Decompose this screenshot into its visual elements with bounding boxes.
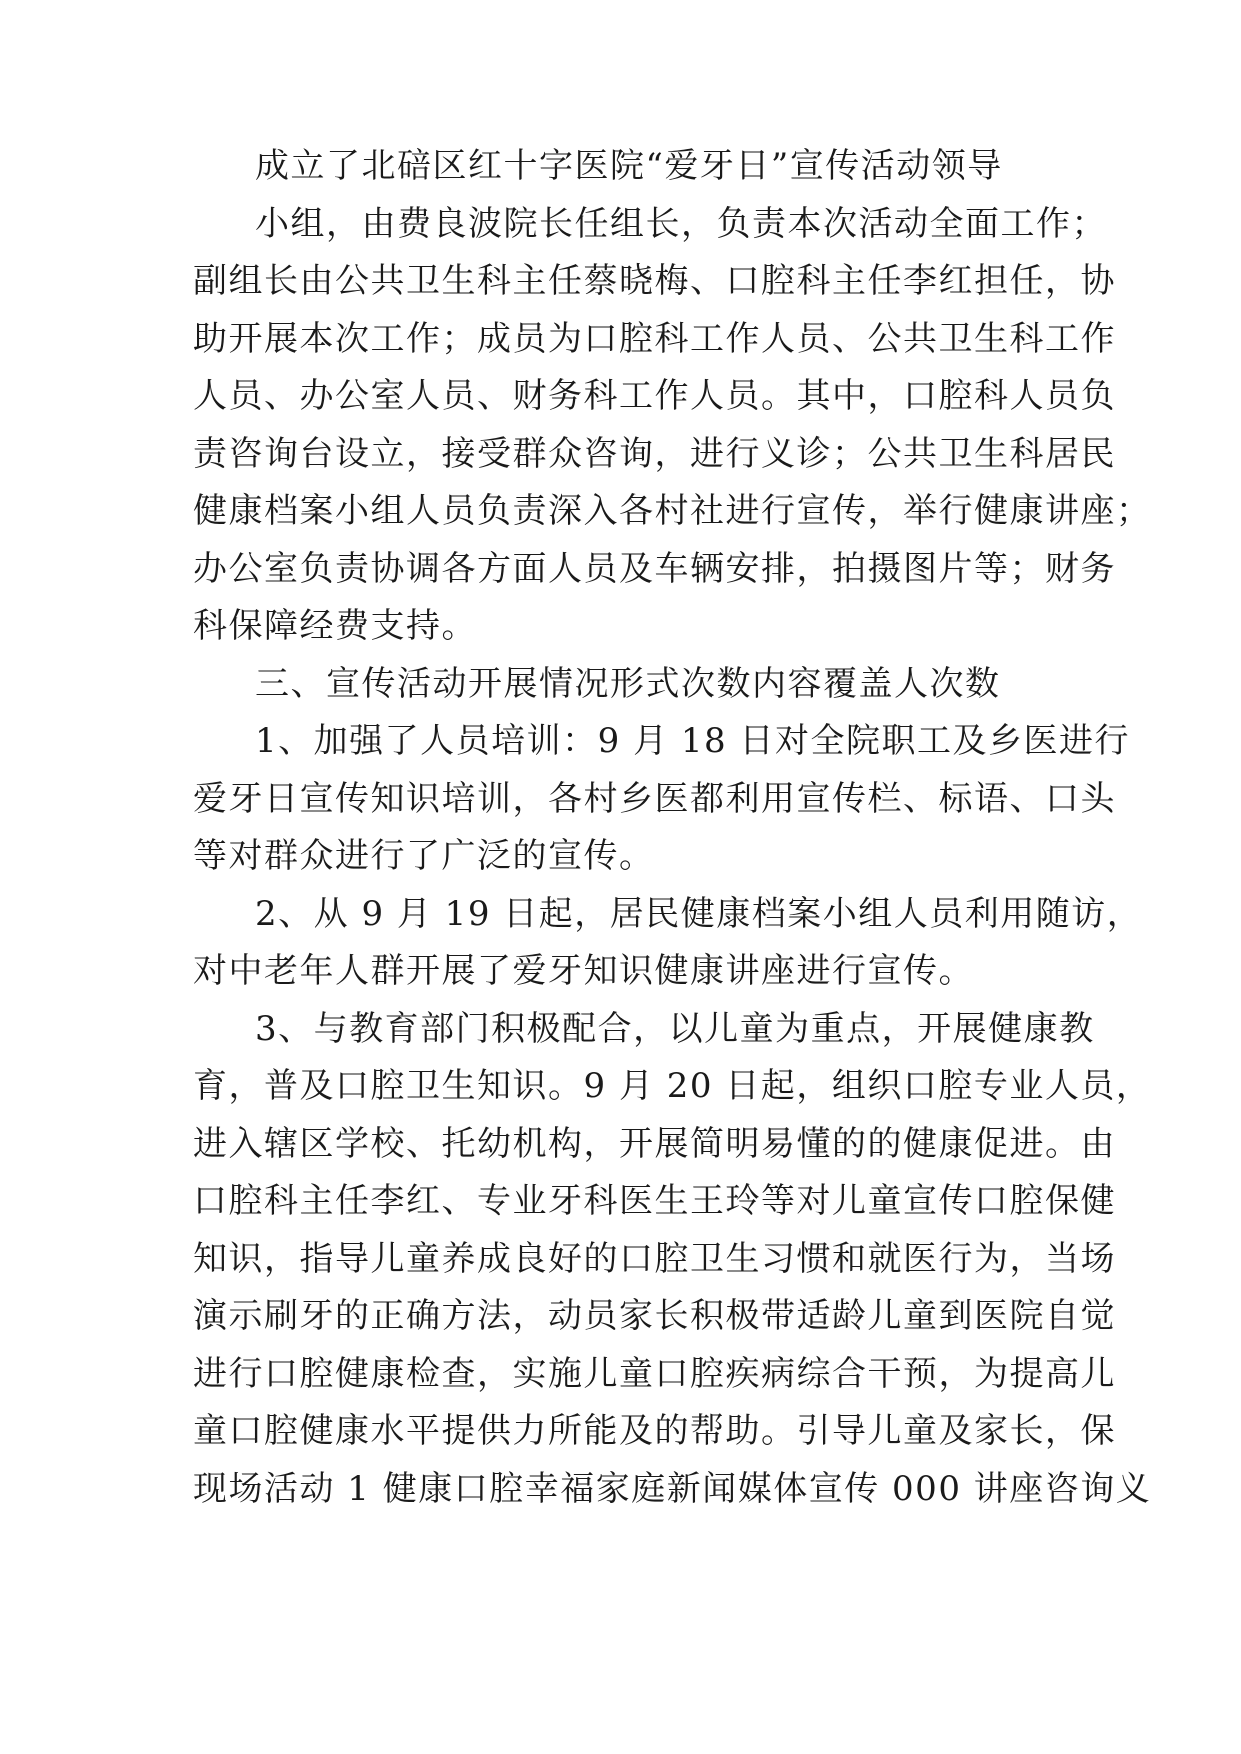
paragraph-line: 知识，指导儿童养成良好的口腔卫生习惯和就医行为，当场	[193, 1239, 1116, 1279]
paragraph-line: 育，普及口腔卫生知识。9 月 20 日起，组织口腔专业人员，	[193, 1066, 1152, 1106]
paragraph-line: 2、从 9 月 19 日起，居民健康档案小组人员利用随访，	[255, 894, 1143, 934]
paragraph-line: 健康档案小组人员负责深入各村社进行宣传，举行健康讲座；	[193, 491, 1152, 531]
paragraph-line: 等对群众进行了广泛的宣传。	[193, 836, 655, 876]
paragraph-line: 助开展本次工作；成员为口腔科工作人员、公共卫生科工作	[193, 319, 1116, 359]
section-heading: 三、宣传活动开展情况形式次数内容覆盖人次数	[255, 664, 1001, 704]
paragraph-line: 成立了北碚区红十字医院“爱牙日”宣传活动领导	[255, 146, 1003, 186]
paragraph-line: 进入辖区学校、托幼机构，开展简明易懂的的健康促进。由	[193, 1124, 1116, 1164]
paragraph-line: 进行口腔健康检查，实施儿童口腔疾病综合干预，为提高儿	[193, 1354, 1116, 1394]
paragraph-line: 爱牙日宣传知识培训，各村乡医都利用宣传栏、标语、口头	[193, 779, 1116, 819]
paragraph-line: 对中老年人群开展了爱牙知识健康讲座进行宣传。	[193, 951, 974, 991]
paragraph-line: 演示刷牙的正确方法，动员家长积极带适龄儿童到医院自觉	[193, 1296, 1116, 1336]
paragraph-line: 人员、办公室人员、财务科工作人员。其中，口腔科人员负	[193, 376, 1116, 416]
paragraph-line: 3、与教育部门积极配合，以儿童为重点，开展健康教	[255, 1009, 1095, 1049]
paragraph-line: 办公室负责协调各方面人员及车辆安排，拍摄图片等；财务	[193, 549, 1116, 589]
paragraph-line: 科保障经费支持。	[193, 606, 477, 646]
paragraph-line: 童口腔健康水平提供力所能及的帮助。引导儿童及家长，保	[193, 1411, 1116, 1451]
paragraph-line: 1、加强了人员培训：9 月 18 日对全院职工及乡医进行	[255, 721, 1130, 761]
paragraph-line: 口腔科主任李红、专业牙科医生王玲等对儿童宣传口腔保健	[193, 1181, 1116, 1221]
paragraph-line: 副组长由公共卫生科主任蔡晓梅、口腔科主任李红担任，协	[193, 261, 1116, 301]
paragraph-line: 现场活动 1 健康口腔幸福家庭新闻媒体宣传 000 讲座咨询义	[193, 1469, 1152, 1509]
paragraph-line: 责咨询台设立，接受群众咨询，进行义诊；公共卫生科居民	[193, 434, 1116, 474]
paragraph-line: 小组，由费良波院长任组长，负责本次活动全面工作；	[255, 204, 1107, 244]
